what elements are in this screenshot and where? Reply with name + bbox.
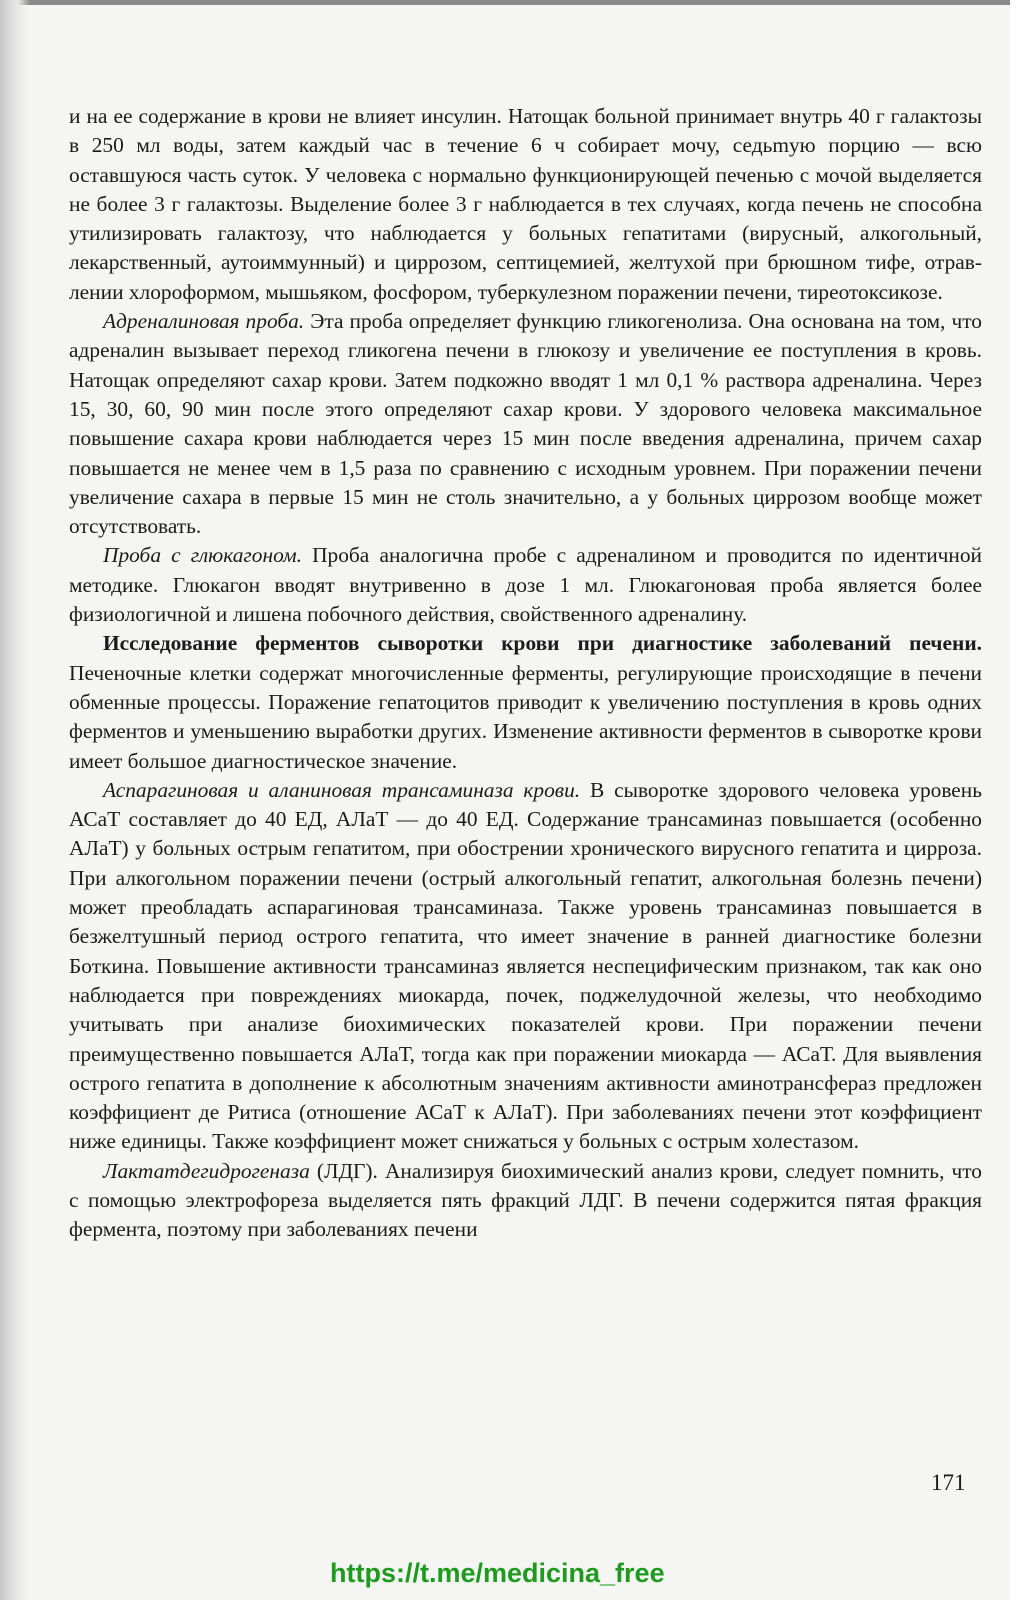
telegram-link[interactable]: https://t.me/medicina_free: [330, 1558, 665, 1588]
paragraph-title: Аспарагиновая и аланиновая трансаминаза крови.: [103, 777, 581, 802]
paragraph-transaminases: [69, 776, 982, 1157]
paragraph-serum-enzymes: [69, 629, 982, 775]
paragraph-text: Проба аналогична пробе с адреналином и проводится по идентичной методике. Глюкагон вводят внутривенно в дозе 1 мл. Глюкагоновая проба является более физиологичной и лишена побочного действия, свойственного адреналину.: [69, 543, 982, 627]
paragraph-text: Эта проба определяет функцию гликогенолиза. Она основана на том, что адреналин вызывает переход гликогена печени в глюкозу и увеличение ее поступления в кровь. Натощак определяют сахар крови. Затем подкожно вводят 1 мл 0,1 % раствора адреналина. Через 15, 30, 60, 90 мин после этого определяют сахар крови. У здорового человека максимальное повышение сахара крови наблюдается через 15 мин после введения адреналина, причем сахар повышается не менее чем в 1,5 раза по сравнению с исходным уровнем. При поражении печени увеличение сахара в первые 15 мин не столь значительно, а у больных циррозом вообще может отсутствовать.: [69, 309, 982, 539]
section-heading: Исследование ферментов сыворотки крови при диагностике заболеваний печени.: [103, 631, 982, 656]
paragraph-glucagon-test: [69, 541, 982, 629]
paragraph-galactose-test: [69, 102, 982, 307]
paragraph-text: и на ее содержание в крови не влияет инсулин. Натощак больной принимает внутрь 40 г галактозы в 250 мл воды, затем каждый час в течение 6 ч собирает мочу, седьmую порцию — всю оставшуюся часть суток. У человека с нормально функционирующей печенью с мочой выделяется не более 3 г галактозы. Выделение более 3 г наблюдается в тех случаях, когда печень не способна утилизировать галактозу, что наблюдается у больных гепатитами (вирусный, алкогольный, лекарственный, аутоиммунный) и циррозом, септицемией, желтухой при брюшном тифе, отравлении хлороформом, мышьяком, фосфором, туберкулезном поражении печени, тиреотоксикозе.: [69, 104, 982, 304]
paragraph-text: В сыворотке здорового человека уровень АСаТ составляет до 40 ЕД, АЛаТ — до 40 ЕД. Содержание трансаминаз повышается (особенно АЛаТ) у больных острым гепатитом, при обострении хронического вирусного гепатита и цирроза. При алкогольном поражении печени (острый алкогольный гепатит, алкогольная болезнь печени) может преобладать аспарагиновая трансаминаза. Также уровень трансаминаз повышается в безжелтушный период острого гепатита, что имеет значение в ранней диагностике болезни Боткина. Повышение активности трансаминаз является неспецифическим признаком, так как оно наблюдается при повреждениях миокарда, почек, поджелудочной железы, что необходимо учитывать при анализе биохимических показателей крови. При поражении печени преимущественно повышается АЛаТ, тогда как при поражении миокарда — АСаТ. Для выявления острого гепатита в дополнение к абсолютным значениям активности аминотрансфераз предложен коэффициент де Ритиса (отношение АСаТ к АЛаТ). При заболеваниях печени этот коэффициент ниже единицы. Также коэффициент может снижаться у больных с острым холестазом.: [69, 777, 983, 1154]
paragraph-adrenaline-test: [69, 307, 982, 541]
paragraph-text: (ЛДГ). Анализируя биохимический анализ крови, следует помнить, что с помощью электрофореза выделяется пять фракций ЛДГ. В печени содержится пятая фракция фермента, поэтому при заболеваниях печени: [69, 1158, 982, 1242]
paragraph-ldh: [69, 1157, 982, 1245]
paragraph-title: Проба с глюкагоном.: [103, 543, 302, 568]
paragraph-text: Печеночные клетки содержат многочисленные ферменты, регулирующие происходящие в печени обменные процессы. Поражение гепатоцитов приводит к увеличению поступления в кровь одних ферментов и уменьшению выработки других. Изменение активности ферментов в сыворотке крови имеет большое диагностическое значение.: [69, 660, 982, 773]
paragraph-title: Лактатдегидрогеназа: [103, 1158, 310, 1183]
paragraph-title: Адреналиновая проба.: [103, 309, 305, 334]
body-text: [69, 102, 982, 1245]
binding-shadow: [0, 0, 30, 1600]
scan-top-edge: [0, 0, 1010, 5]
page-number: 171: [931, 1470, 966, 1495]
